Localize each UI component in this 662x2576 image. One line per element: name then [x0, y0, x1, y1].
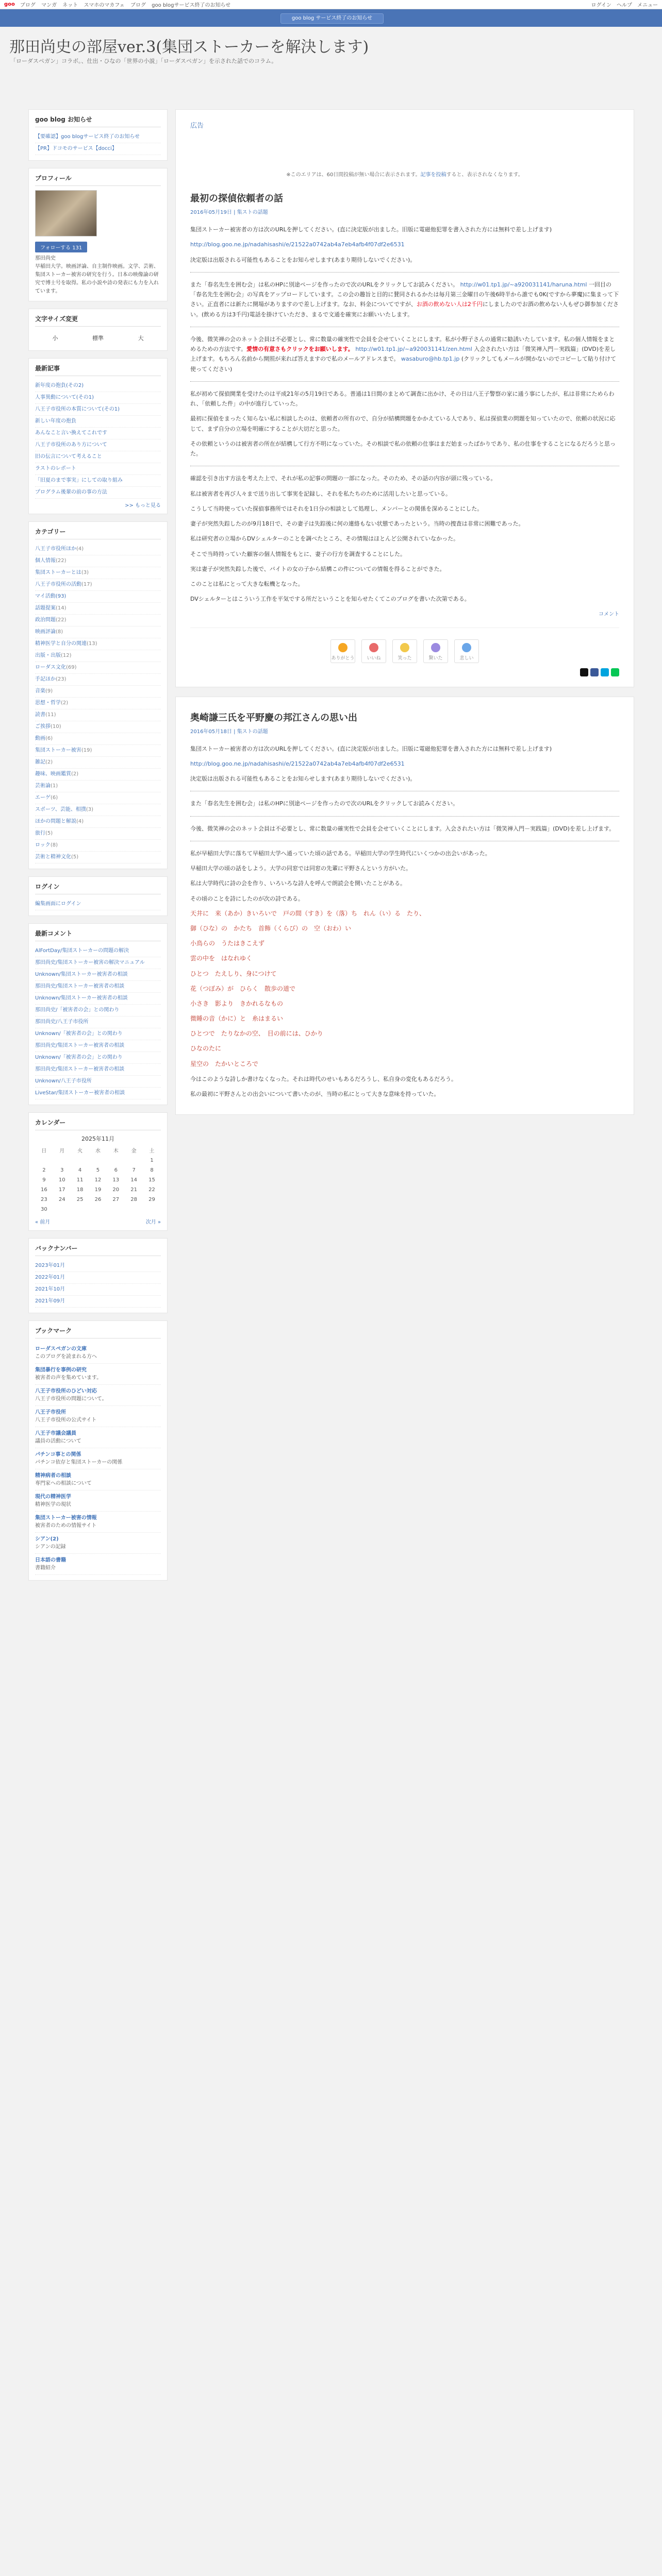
post-paragraph: このことは私にとって大きな転機となった。: [190, 581, 304, 587]
comments-block: [28, 923, 168, 1105]
x-share-icon[interactable]: [580, 668, 588, 676]
comment-link[interactable]: コメント: [599, 611, 619, 617]
poem-line: ひとつで たりなかの空、 目の前には、ひかり: [190, 1030, 323, 1038]
divider: [190, 272, 619, 273]
post-link[interactable]: http://w01.tp1.jp/~a920031141/zen.html: [355, 346, 472, 352]
category-item[interactable]: スポーツ、芸能、相撲(3): [35, 804, 161, 816]
comment-item[interactable]: 那田尚史/八王子市役所: [35, 1016, 161, 1028]
hatena-share-icon[interactable]: [601, 668, 609, 676]
category-item[interactable]: 手記ほか(23): [35, 674, 161, 686]
calendar-block: [28, 1112, 168, 1231]
poem-line: 雲の中を はなれゆく: [190, 955, 259, 962]
categories-block: [28, 521, 168, 869]
bookmark-item[interactable]: 集団暴行を事例の研究 被害者の声を集めています。: [35, 1364, 161, 1385]
calendar-day[interactable]: 8: [150, 1167, 154, 1173]
calendar-prev-link[interactable]: « 前月: [35, 1219, 51, 1225]
login-list: [35, 899, 161, 910]
avatar[interactable]: [35, 190, 97, 236]
recent-item[interactable]: 「旧夏のまで事実」にしての取り組み: [35, 475, 161, 487]
category-item[interactable]: ロック(8): [35, 840, 161, 852]
recent-item[interactable]: 人事異動について(その1): [35, 392, 161, 404]
calendar-day: [53, 1156, 71, 1165]
bookmark-block: [28, 1320, 168, 1581]
calendar-day[interactable]: 7: [132, 1167, 136, 1173]
post-paragraph: 最初に探偵をまったく知らない私に相談したのは、依頼者の所有ので、自分が結構問題をかかえている人であり、私は探偵業の問題を知っていたので、依頼の状況に応じて、まず自分の立場を明確にすることが大切だと思った。: [190, 415, 616, 432]
divider: [190, 816, 619, 817]
category-item[interactable]: ほかの問題と解説(4): [35, 816, 161, 828]
line-share-icon[interactable]: [611, 668, 619, 676]
recent-item[interactable]: プログラム後輩の前の事の方法: [35, 487, 161, 499]
comment-item[interactable]: Unknown/集団ストーカー被害者の相談: [35, 993, 161, 1005]
recent-more-link[interactable]: >> もっと見る: [125, 503, 161, 509]
block-title: カテゴリー: [35, 527, 161, 539]
poem-line: ひなのたに: [190, 1045, 228, 1053]
category-item[interactable]: 旅行(5): [35, 828, 161, 840]
goo-nav-item[interactable]: goo blogサービス終了のお知らせ: [152, 3, 231, 8]
goo-logo[interactable]: goo: [4, 2, 15, 7]
poem-line: 星空の たかいところで: [190, 1060, 258, 1067]
poem-line: 小さき 影より きかれるなもの: [190, 999, 284, 1007]
category-item[interactable]: マイ活動(93): [35, 591, 161, 603]
profile-name[interactable]: 那田尚史: [35, 256, 56, 261]
poem-line: 御（ひな）の かたち 首飾（くらび）の 空（おわ）い: [190, 924, 352, 932]
bookmark-item[interactable]: 八王子市役所 八王子市役所の公式サイト: [35, 1406, 161, 1427]
block-title: 最新記事: [35, 364, 161, 376]
post-date[interactable]: 2016年05月19日 | 集ストの話題: [190, 210, 268, 215]
calendar-day[interactable]: 23: [41, 1197, 47, 1202]
category-item[interactable]: 話題提案(14): [35, 603, 161, 615]
block-title: 最新コメント: [35, 929, 161, 941]
post-paragraph: また「春名先生を囲む会」は私のHPに別途ページを作ったので次のURLをクリックしてお読みください。: [190, 800, 459, 807]
bookmark-item[interactable]: 精神病者の相談 専門家への相談について: [35, 1469, 161, 1490]
poem-line: 花（つぼみ）が ひらく 散歩の道で: [190, 985, 296, 992]
comment-item[interactable]: 那田尚史/「被害者の会」との関わり: [35, 1005, 161, 1016]
calendar-day[interactable]: 5: [96, 1167, 100, 1173]
calendar-day[interactable]: 14: [130, 1177, 137, 1183]
post-article: [175, 697, 634, 1115]
block-title: ブックマーク: [35, 1326, 161, 1338]
category-item[interactable]: 精神医学と自分の関連(13): [35, 638, 161, 650]
category-item[interactable]: 個人情報(22): [35, 555, 161, 567]
recent-posts-block: [28, 358, 168, 514]
poem-line: ひとつ たえしり、身につけて: [190, 970, 277, 977]
comment-item[interactable]: AlFortDay/集団ストーカーの問題の解決: [35, 945, 161, 957]
category-item[interactable]: 思想・哲学(2): [35, 698, 161, 709]
block-title: プロフィール: [35, 174, 161, 186]
email-link[interactable]: wasaburo@hb.tp1.jp: [401, 355, 460, 363]
notice-item[interactable]: 【要確認】goo blogサービス終了のお知らせ: [35, 131, 161, 143]
main-content: [175, 109, 634, 2576]
bookmark-item[interactable]: ローダスペガンの文庫 このブログを読まれる方へ: [35, 1343, 161, 1364]
poem-line: 天井に 来（あか）きいろいで 戸の間（すき）を（落）ち れん（い）る たり、: [190, 909, 426, 917]
recent-item[interactable]: 旧の伝言について考えること: [35, 451, 161, 463]
notice-bar: [0, 9, 662, 27]
post-body: [190, 744, 619, 1099]
notice-item[interactable]: 【PR】ドコモのサービス【docci】: [35, 143, 161, 155]
category-item[interactable]: 映画評論(8): [35, 626, 161, 638]
post-paragraph: 妻子が突然失踪したのが9月18日で、その妻子は失踪後に何の連絡もない状態であったという。当時の捜査は非常に困難であった。: [190, 520, 524, 527]
category-list: [35, 544, 161, 863]
category-item[interactable]: 趣味、映画鑑賞(2): [35, 769, 161, 781]
backnumber-item[interactable]: 2021年10月: [35, 1284, 161, 1296]
calendar-day[interactable]: 12: [94, 1177, 102, 1183]
calendar-weekday: 金: [131, 1148, 137, 1154]
comment-item[interactable]: Unknown/「被害者の会」との関わり: [35, 1052, 161, 1064]
calendar-day[interactable]: 4: [78, 1167, 82, 1173]
post-paragraph: DVシェルターとはこういう工作を平気でする所だということを知らせたくてこのブログを書いた次第である。: [190, 596, 470, 603]
ad-note: ※このエリアは、60日間投稿が無い場合に表示されます。記事を投稿すると、表示されなくなります。: [286, 172, 523, 178]
post-title[interactable]: 最初の探偵依頼者の話: [190, 193, 283, 204]
post-paragraph: 私は被害者を再び人々まで送り出して事実を記録し、それを私たちのために活用したいと思っている。: [190, 490, 451, 497]
calendar-day: [71, 1156, 89, 1165]
post-date[interactable]: 2016年05月18日 | 集ストの話題: [190, 728, 268, 735]
calendar-day[interactable]: 26: [94, 1197, 102, 1202]
service-end-notice-button[interactable]: goo blog サービス終了のお知らせ: [280, 13, 384, 24]
calendar-day[interactable]: 28: [130, 1197, 137, 1202]
goo-nav-item[interactable]: ブログ: [20, 3, 36, 8]
category-item[interactable]: 読書(11): [35, 709, 161, 721]
calendar-day[interactable]: 9: [42, 1177, 46, 1183]
post-paragraph: 私が初めて探偵開業を受けたのは平成21年の5月19日である。普通は1日間のまとめて調査に出かけ、その日は八王子警察の家に通う事にしたが、私は非常にためらわれ、「依頼した件」の中が進行していった。: [190, 390, 615, 407]
comment-item[interactable]: 那田尚史/集団ストーカー被害者の相談: [35, 1040, 161, 1052]
calendar-day: [143, 1205, 161, 1214]
reaction-row: [190, 639, 619, 663]
calendar-day[interactable]: 1: [150, 1158, 154, 1163]
block-title: バックナンバー: [35, 1244, 161, 1256]
bookmark-item[interactable]: 八王子市議会議員 議員の活動について: [35, 1427, 161, 1448]
reaction-sad-button[interactable]: 悲しい: [454, 639, 479, 663]
backnumber-item[interactable]: 2023年01月: [35, 1260, 161, 1272]
post-paragraph: 私が早稲田大学に落ちて早稲田大学へ通っていた頃の話である。早稲田大学の学生時代にいくつかの出会いがあった。: [190, 850, 491, 857]
calendar-day[interactable]: 20: [112, 1187, 120, 1193]
calendar-table: [35, 1145, 161, 1214]
calendar-day[interactable]: 15: [148, 1177, 155, 1183]
follow-button[interactable]: フォローする 131: [35, 242, 87, 252]
post-paragraph: 今後、微笑禅の会のネット会員は不必要とし、常に数量の確実性で会員を会せていくことにします。入会されたい方は「微笑禅入門－実践篇」(DVD)を差し上げます。: [190, 825, 615, 832]
notice-list: [35, 131, 161, 155]
profile-block: [28, 168, 168, 301]
category-item[interactable]: 政治問題(22): [35, 615, 161, 626]
comment-item[interactable]: LiveStar/集団ストーカー被害者の相談: [35, 1088, 161, 1099]
comment-item[interactable]: Unknown/集団ストーカー被害者の相談: [35, 969, 161, 981]
ad-label: 広告: [190, 122, 204, 130]
backnumber-item[interactable]: 2021年09月: [35, 1296, 161, 1308]
category-item[interactable]: 音楽(9): [35, 686, 161, 698]
calendar-day[interactable]: 3: [60, 1167, 64, 1173]
calendar-day[interactable]: 6: [114, 1167, 118, 1173]
recent-list: [35, 380, 161, 499]
calendar-day: [107, 1205, 125, 1214]
reaction-thanks-button[interactable]: ありがとう: [330, 639, 355, 663]
comment-item[interactable]: 那田尚史/集団ストーカー被害者の相談: [35, 1064, 161, 1076]
share-row: [190, 668, 619, 676]
site-description: 「ローダスペガン」コラボ。、仕出・ひなの「世界の小説」「ローダスペガン」を示された話でのコラム。: [10, 58, 277, 64]
bookmark-item[interactable]: 八王子市役所のひどい対応 八王子市役所の問題について。: [35, 1385, 161, 1406]
calendar-day[interactable]: 18: [76, 1187, 84, 1193]
post-link[interactable]: http://blog.goo.ne.jp/nadahisashi/e/21522a0742ab4a7eb4afb4f07df2e6531: [190, 760, 405, 767]
post-paragraph: 早稲田大学の頃の話をしよう。大学の同窓では同窓の先輩に平野さんという方がいた。: [190, 865, 411, 872]
calendar-day[interactable]: 16: [41, 1187, 47, 1193]
comment-item[interactable]: 那田尚史/集団ストーカー被害の解決マニュアル: [35, 957, 161, 969]
sidebar: [28, 109, 168, 2576]
goo-nav-item[interactable]: ブログ: [130, 3, 146, 8]
category-item[interactable]: ローダス文化(69): [35, 662, 161, 674]
calendar-day[interactable]: 24: [58, 1197, 65, 1202]
goo-nav: [20, 1, 235, 8]
bookmark-item[interactable]: 現代の精神医学 精神医学の現状: [35, 1490, 161, 1512]
category-item[interactable]: 出版・出版(12): [35, 650, 161, 662]
calendar-day[interactable]: 30: [41, 1207, 47, 1212]
calendar-next-link[interactable]: 次月 »: [145, 1219, 161, 1225]
post-paragraph: 決定版は出版される可能性もあることをお知らせします(あまり期待しないでください)。: [190, 775, 416, 782]
poem: [190, 909, 619, 1069]
block-title: ログイン: [35, 882, 161, 894]
calendar-day[interactable]: 27: [112, 1197, 120, 1202]
bookmark-item[interactable]: 日本語の書籍 書籍紹介: [35, 1554, 161, 1575]
site-title[interactable]: 那田尚史の部屋ver.3(集団ストーカーを解決します): [9, 38, 369, 56]
font-size-block: [28, 309, 168, 351]
profile-text: 早稲田大学。映画評論、自主制作映画。文学、芸術、集団ストーカー被害の研究を行う。日本の映像論の研究で博士号を取得。私の小説や詩の発表にも力を入れています。: [35, 264, 159, 294]
calendar-weekday: 日: [41, 1148, 47, 1154]
post-link[interactable]: http://w01.tp1.jp/~a920031141/haruna.html: [460, 281, 587, 288]
bookmark-item[interactable]: シアン(2) シアンの記録: [35, 1533, 161, 1554]
help-link[interactable]: ヘルプ: [617, 3, 632, 8]
bookmark-list: [35, 1343, 161, 1575]
login-edit-link[interactable]: 編集画面にログイン: [35, 899, 161, 910]
backnumber-list: [35, 1260, 161, 1308]
goo-nav-item[interactable]: スマホのマカフェ: [84, 3, 125, 8]
backnumber-block: [28, 1238, 168, 1313]
post-paragraph: 今はこのような詩しか書けなくなった。それは時代のせいもあるだろうし、私自身の変化もあるだろう。: [190, 1075, 457, 1082]
ad-area: [175, 109, 634, 687]
calendar-nav: [35, 1217, 161, 1225]
recent-item[interactable]: 八王子市役所のあり方について: [35, 439, 161, 451]
login-block: [28, 876, 168, 916]
reaction-surprise-button[interactable]: 驚いた: [423, 639, 448, 663]
calendar-day: [89, 1205, 107, 1214]
calendar-day[interactable]: 13: [112, 1177, 120, 1183]
post-paragraph: また「春名先生を囲む会」は私のHPに別途ページを作ったので次のURLをクリックしてお読みください。 http://w01.tp1.jp/~a920031141/haruna.html 一回目の「春名先生を囲む会」の写真をアップロードしています。この会の趣旨と目的に賛同されるかたは毎月第三金曜日の午後6時半から誰でも0K(ですから夢魔)に集まって下さい。正直者には新たに開場がありますので差し上げます。なお、料金についてですが、お酒の飲めない人は2千円にしましたのでお酒の飲めない人もぜひ御参加ください。(飲める方は3千円)電話を掛けていただき、まるで文通を確実にお願いいたします。: [190, 281, 619, 318]
category-item[interactable]: 芸術と精神文化(5): [35, 852, 161, 863]
calendar-day[interactable]: 11: [76, 1177, 84, 1183]
post-paragraph: そこで当時持っていた顧客の個人情報をもとに、妻子の行方を調査することにした。: [190, 550, 406, 557]
calendar-day[interactable]: 19: [94, 1187, 102, 1193]
calendar-day: [107, 1156, 125, 1165]
login-link[interactable]: ログイン: [591, 3, 611, 8]
calendar-month: 2025年11月: [81, 1136, 114, 1142]
recent-item[interactable]: あんなこと言い換えてこれです: [35, 428, 161, 439]
calendar-weekday: 火: [77, 1148, 83, 1154]
divider: [190, 381, 619, 382]
post-paragraph: 集団ストーカー被害者の方は次のURLを押してください。(直に決定版が出ました。旧版に電磁他犯罪を書入された方には無料で差し上げます): [190, 226, 552, 233]
post-paragraph: 私は研究者の立場からDVシェルターのことを調べたところ、その情報はほとんど公開されていなかった。: [190, 535, 459, 543]
post-body: [190, 225, 619, 604]
post-paragraph: その依頼というのは被害者の所在が結構して行方不明になっていた。その相談で私の依頼の仕事はまだ始まったばかりであり、私の仕事をすることになるだろうと思った。: [190, 440, 616, 457]
calendar-day[interactable]: 25: [76, 1197, 84, 1202]
category-item[interactable]: 芸術論(1): [35, 781, 161, 792]
block-title: goo blog お知らせ: [35, 115, 161, 127]
goo-nav-item[interactable]: ネット: [62, 3, 78, 8]
calendar-day[interactable]: 2: [42, 1167, 46, 1173]
category-item[interactable]: 集団ストーカーとは(3): [35, 567, 161, 579]
category-item[interactable]: エーゲ(6): [35, 792, 161, 804]
calendar-day[interactable]: 21: [130, 1187, 137, 1193]
comment-item[interactable]: Unknown/八王子市役所: [35, 1076, 161, 1088]
goo-topbar: [0, 0, 662, 9]
goo-nav-item[interactable]: マンガ: [41, 3, 57, 8]
bookmark-item[interactable]: 集団ストーカー被害の情報 被害者のための情報サイト: [35, 1512, 161, 1533]
post-paragraph: 実は妻子が突然失踪した後で、バイトの女の子から結構この件についての情報を得ることができた。: [190, 565, 445, 572]
calendar-day[interactable]: 17: [58, 1187, 65, 1193]
category-item[interactable]: 八王子市役所ほか(4): [35, 544, 161, 555]
post-title[interactable]: 奥崎謙三氏を平野慶の邦江さんの思い出: [190, 712, 357, 723]
calendar-day: [53, 1205, 71, 1214]
category-item[interactable]: 八王子市役所の活動(17): [35, 579, 161, 591]
post-paragraph: 確認を引き出す方法を考えた上で、それが私の記事の問題の一部になった。そのため、その話の内容が頭に残っている。: [190, 475, 496, 482]
category-item[interactable]: ご挨拶(10): [35, 721, 161, 733]
facebook-share-icon[interactable]: [590, 668, 599, 676]
comment-item[interactable]: 那田尚史/集団ストーカー被害者の相談: [35, 981, 161, 993]
recent-item[interactable]: 八王子市役所の本質について(その1): [35, 404, 161, 416]
recent-item[interactable]: 新しい年度の抱負: [35, 416, 161, 428]
post-paragraph: 今後、微笑禅の会のネット会員は不必要とし、常に数量の確実性で会員を会せていくことにします。私が小野子さんの通常に勧誘いたしています。私の個人情報をまとめるための方法です。愛情の有意さもクリックをお願いします。 http://w01.tp1.jp/~a920031141/zen.html 入会されたい方は「微笑禅入門－実践篇」(DVD)を差し上げます。もちろん名前から開照が来れば答えますので私のメールアドレスまで。 wasaburo@hb.tp1.jp (クリックしてもメールが開かないのでコピーして貼り付けて使ってください): [190, 335, 617, 372]
backnumber-item[interactable]: 2022年01月: [35, 1272, 161, 1284]
block-title: カレンダー: [35, 1118, 161, 1130]
poem-line: 小鳥らの うたはきこえず: [190, 940, 265, 947]
category-item[interactable]: 集団ストーカー被害(19): [35, 745, 161, 757]
post-paragraph: 私の最初に平野さんとの出会いについて書いたのが、当時の私にとって大きな意味を持っていた。: [190, 1091, 440, 1098]
calendar-weekday: 土: [149, 1148, 155, 1154]
follow-count: 131: [72, 245, 82, 251]
category-item[interactable]: 雑記(2): [35, 757, 161, 769]
post-footer: [190, 628, 619, 676]
bookmark-item[interactable]: パチンコ事との関係 パチンコ依存と集団ストーカーの関係: [35, 1448, 161, 1469]
post-link[interactable]: http://blog.goo.ne.jp/nadahisashi/e/21522a0742ab4a7eb4afb4f07df2e6531: [190, 241, 405, 248]
post-paragraph: 私は大学時代に詩の会を作り、いろいろな詩人を呼んで朗読会を開いたことがある。: [190, 880, 406, 887]
calendar-weekday: 水: [95, 1148, 101, 1154]
recent-item[interactable]: 新年度の抱負(その2): [35, 380, 161, 392]
menu-link[interactable]: メニュー: [637, 3, 658, 8]
font-size-options: [35, 331, 161, 345]
post-paragraph: 決定版は出版される可能性もあることをお知らせします(あまり期待しないでください)。: [190, 256, 416, 263]
goo-right-links: [591, 1, 658, 8]
comment-list: [35, 945, 161, 1099]
reaction-laugh-button[interactable]: 笑った: [392, 639, 417, 663]
post-article-link[interactable]: 記事を投稿: [420, 172, 446, 178]
calendar-day: [125, 1205, 143, 1214]
calendar-day: [71, 1205, 89, 1214]
post-paragraph: こうして当時使っていた探偵事務所ではそれを1日分の相談として処理し、メンバーとの関係を深めることにした。: [190, 505, 483, 512]
category-item[interactable]: 動画(6): [35, 733, 161, 745]
poem-line: 微睡の音（かに）と 糸はまるい: [190, 1015, 284, 1023]
post-paragraph: 集団ストーカー被害者の方は次のURLを押してください。(直に決定版が出ました。旧版に電磁他犯罪を書入された方には無料で差し上げます): [190, 745, 552, 752]
font-large-button[interactable]: 大: [138, 335, 144, 342]
calendar-day[interactable]: 29: [148, 1197, 155, 1202]
calendar-day: [89, 1156, 107, 1165]
block-title: 文字サイズ変更: [35, 314, 161, 327]
calendar-day: [125, 1156, 143, 1165]
reaction-like-button[interactable]: いいね: [361, 639, 386, 663]
goo-notice-block: [28, 109, 168, 161]
calendar-day[interactable]: 10: [58, 1177, 65, 1183]
calendar-day[interactable]: 22: [148, 1187, 155, 1193]
post-paragraph: その頃のことを詩にしたのが次の詩である。: [190, 895, 304, 902]
font-normal-button[interactable]: 標準: [92, 335, 104, 342]
calendar-weekday: 木: [113, 1148, 119, 1154]
comment-item[interactable]: Unknown/「被害者の会」との関わり: [35, 1028, 161, 1040]
calendar-weekday: 月: [59, 1148, 65, 1154]
recent-item[interactable]: ラストのレポート: [35, 463, 161, 475]
font-small-button[interactable]: 小: [52, 335, 58, 342]
calendar-day: [35, 1156, 53, 1165]
